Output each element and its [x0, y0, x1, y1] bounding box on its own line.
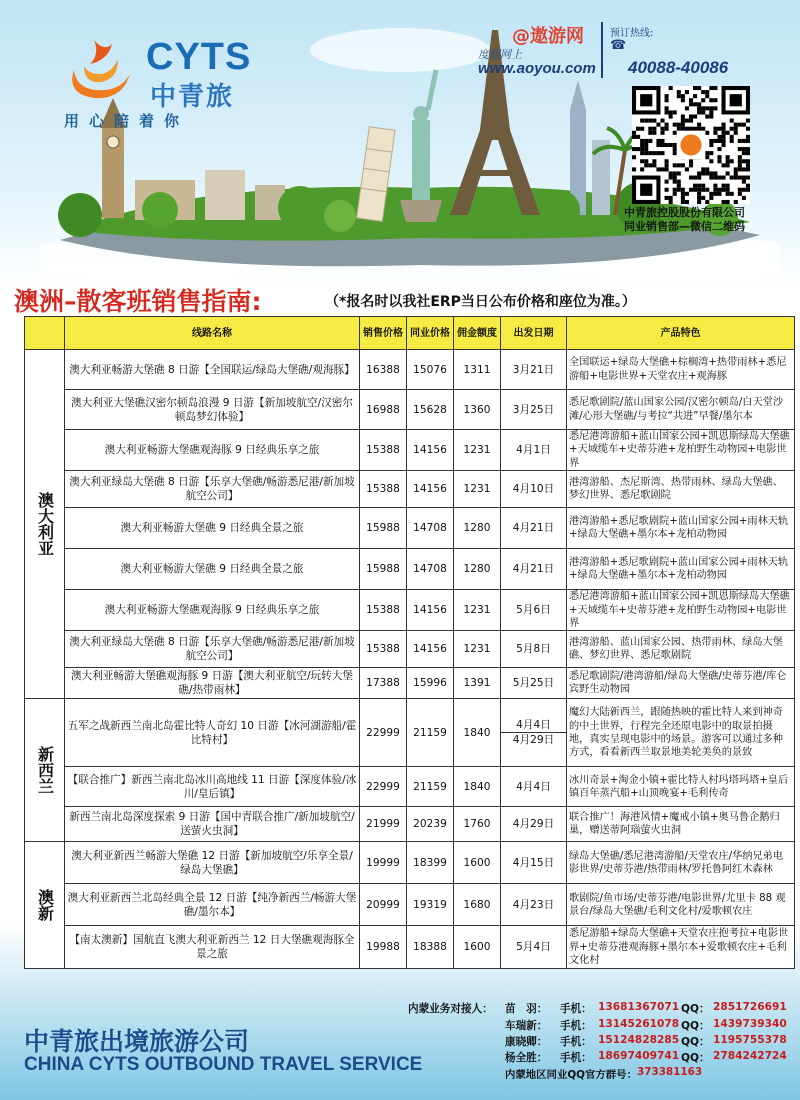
features: 歌剧院/鱼市场/史蒂芬港/电影世界/尤里卡 88 观景台/绿岛大堡礁/毛利文化村/爱歌顿农庄: [567, 884, 795, 926]
table-row: [25, 549, 795, 590]
contact-qq: 2851726691: [713, 1001, 787, 1013]
contact-qq-label: QQ：: [681, 1020, 710, 1032]
retail-price: 16988: [360, 390, 407, 430]
features: 港湾游船、蓝山国家公园、热带雨林、绿岛大堡礁、梦幻世界、悉尼歌剧院: [567, 631, 795, 668]
table-row: [25, 390, 795, 430]
retail-price: 22999: [360, 699, 407, 767]
departure-date: 4月1日: [501, 430, 567, 471]
commission: 1311: [454, 350, 501, 390]
commission: 1840: [454, 699, 501, 767]
peer-price: 18399: [407, 842, 454, 884]
page-title: 澳洲–散客班销售指南:: [14, 287, 262, 316]
contact-phone: 18697409741: [598, 1050, 680, 1062]
route-name: 澳大利亚畅游大堡礁观海豚 9 日经典乐享之旅: [65, 590, 360, 631]
route-name: 澳大利亚畅游大堡礁观海豚 9 日经典乐享之旅: [65, 430, 360, 471]
features: 冰川奇景+淘金小镇+霍比特人村玛塔玛塔+皇后镇百年蒸汽船+山顶晚宴+毛利传奇: [567, 767, 795, 807]
retail-price: 16388: [360, 350, 407, 390]
contacts-label: 内蒙业务对接人：: [408, 1003, 493, 1015]
contact-phone: 15124828285: [598, 1034, 680, 1046]
departure-date-item: 4月29日: [501, 732, 566, 747]
table-row: [25, 430, 795, 471]
contact-phone: 13681367071: [598, 1001, 680, 1013]
retail-price: 15388: [360, 471, 407, 508]
features: 港湾游船+悉尼歌剧院+蓝山国家公园+雨林天轨+绿岛大堡礁+墨尔本+龙柏动物园: [567, 549, 795, 590]
retail-price: 19988: [360, 926, 407, 969]
contact-name: 康晓卿：: [505, 1036, 548, 1048]
route-name: 澳大利亚新西兰畅游大堡礁 12 日游【新加坡航空/乐享全景/绿岛大堡礁】: [65, 842, 360, 884]
commission: 1680: [454, 884, 501, 926]
hotline-label: 预订热线:: [610, 28, 654, 39]
commission: 1600: [454, 926, 501, 969]
retail-price: 19999: [360, 842, 407, 884]
contact-phone-label: 手机：: [560, 1003, 592, 1015]
table-row: [25, 350, 795, 390]
table-row: [25, 699, 795, 767]
table-row: [25, 631, 795, 668]
header-retail: 销售价格: [360, 317, 407, 350]
peer-price: 14708: [407, 508, 454, 549]
hotline-divider: [601, 22, 603, 78]
table-body: [25, 350, 795, 969]
aoyou-url: www.aoyou.com: [478, 60, 596, 77]
commission: 1760: [454, 807, 501, 842]
peer-price: 20239: [407, 807, 454, 842]
route-name: 澳大利亚绿岛大堡礁 8 日游【乐享大堡礁/畅游悉尼港/新加坡航空公司】: [65, 471, 360, 508]
table-row: [25, 807, 795, 842]
commission: 1600: [454, 842, 501, 884]
wechat-qr-code: [632, 86, 750, 204]
table-row: [25, 767, 795, 807]
contact-phone: 13145261078: [598, 1018, 680, 1030]
contact-qq-label: QQ：: [681, 1036, 710, 1048]
table-row: [25, 508, 795, 549]
commission: 1280: [454, 508, 501, 549]
route-name: 澳大利亚畅游大堡礁 8 日游【全国联运/绿岛大堡礁/观海豚】: [65, 350, 360, 390]
aoyou-logo: @遨游网: [512, 26, 584, 47]
departure-date: 5月25日: [501, 668, 567, 699]
header-route: 线路名称: [65, 317, 360, 350]
qq-group-label: 内蒙地区同业QQ官方群号：: [505, 1069, 637, 1081]
phone-icon: ☎: [610, 38, 627, 53]
table-row: [25, 471, 795, 508]
peer-price: 18388: [407, 926, 454, 969]
peer-price: 15628: [407, 390, 454, 430]
table-row: [25, 668, 795, 699]
features: 悉尼歌剧院/港湾游船/绿岛大堡礁/史蒂芬港/库仑宾野生动物园: [567, 668, 795, 699]
header-region: [25, 317, 65, 350]
footer-company-cn: 中青旅出境旅游公司: [24, 1027, 250, 1056]
route-name: 澳大利亚畅游大堡礁观海豚 9 日游【澳大利亚航空/玩转大堡礁/热带雨林】: [65, 668, 360, 699]
features: 悉尼港湾游船+蓝山国家公园+凯恩斯绿岛大堡礁+天域缆车+史蒂芬港+龙柏野生动物园+电影世界: [567, 590, 795, 631]
commission: 1840: [454, 767, 501, 807]
peer-price: 14708: [407, 549, 454, 590]
departure-date: 5月4日: [501, 926, 567, 969]
features: 联合推广！海港风情+魔戒小镇+奥马鲁企鹅归巢，赠送蒂阿瑙萤火虫洞: [567, 807, 795, 842]
contact-qq: 1195755378: [713, 1034, 787, 1046]
region-cell: 澳大利亚: [25, 350, 65, 699]
peer-price: 14156: [407, 471, 454, 508]
contact-name: 苗 羽：: [505, 1003, 548, 1015]
qq-group-number: 373381163: [637, 1066, 703, 1078]
brand-name-cn: 中青旅: [150, 82, 235, 112]
commission: 1231: [454, 590, 501, 631]
header-commission: 佣金额度: [454, 317, 501, 350]
retail-price: 20999: [360, 884, 407, 926]
contact-phone-label: 手机：: [560, 1036, 592, 1048]
route-name: 澳大利亚畅游大堡礁 9 日经典全景之旅: [65, 508, 360, 549]
brand-slogan: 用心陪着你: [64, 112, 190, 130]
contact-qq-label: QQ：: [681, 1003, 710, 1015]
contact-name: 车瑞新：: [505, 1020, 548, 1032]
peer-price: 19319: [407, 884, 454, 926]
price-table: [24, 316, 795, 969]
departure-date: 5月6日: [501, 590, 567, 631]
departure-date: 3月21日: [501, 350, 567, 390]
qr-caption-dept: 同业销售部—微信二维码: [624, 220, 745, 233]
route-name: 澳大利亚畅游大堡礁 9 日经典全景之旅: [65, 549, 360, 590]
header-peer: 同业价格: [407, 317, 454, 350]
date-list: [501, 718, 566, 747]
contact-qq: 1439739340: [713, 1018, 787, 1030]
features: 悉尼游船+绿岛大堡礁+天堂农庄抱考拉+电影世界+史蒂芬港观海豚+墨尔本+爱歌顿农庄+毛利文化村: [567, 926, 795, 969]
qr-caption-company: 中青旅控股股份有限公司: [624, 206, 745, 219]
route-name: 新西兰南北岛深度探索 9 日游【国中青联合推广/新加坡航空/送萤火虫洞】: [65, 807, 360, 842]
table-row: [25, 926, 795, 969]
contact-qq-label: QQ：: [681, 1052, 710, 1064]
departure-date: 5月8日: [501, 631, 567, 668]
table-header-row: [25, 317, 795, 350]
retail-price: 15988: [360, 549, 407, 590]
retail-price: 15388: [360, 631, 407, 668]
contact-qq: 2784242724: [713, 1050, 787, 1062]
retail-price: 22999: [360, 767, 407, 807]
features: 绿岛大堡礁/悉尼港湾游船/天堂农庄/华纳兄弟电影世界/史蒂芬港/热带雨林/罗托鲁阿红木森林: [567, 842, 795, 884]
peer-price: 14156: [407, 430, 454, 471]
peer-price: 21159: [407, 767, 454, 807]
departure-date: 4月15日: [501, 842, 567, 884]
region-cell: 澳新: [25, 842, 65, 969]
peer-price: 14156: [407, 590, 454, 631]
retail-price: 15988: [360, 508, 407, 549]
brand-name-en: CYTS: [146, 36, 252, 78]
header-features: 产品特色: [567, 317, 795, 350]
departure-date: [501, 699, 567, 767]
table-row: [25, 884, 795, 926]
departure-date: 4月23日: [501, 884, 567, 926]
features: 魔幻大陆新西兰，跟随热映的霍比特人来到神奇的中土世界，行程完全还原电影中的取景拍摄地，真实呈现电影中的场景。游客可以通过多种方式，看看新西兰取景地美轮美奂的景致: [567, 699, 795, 767]
contact-phone-label: 手机：: [560, 1020, 592, 1032]
retail-price: 21999: [360, 807, 407, 842]
aoyou-tagline: 度假网上: [478, 48, 522, 61]
hotline-number: 40088-40086: [628, 58, 729, 77]
contact-name: 杨全胜：: [505, 1052, 548, 1064]
route-name: 澳大利亚绿岛大堡礁 8 日游【乐享大堡礁/畅游悉尼港/新加坡航空公司】: [65, 631, 360, 668]
commission: 1231: [454, 430, 501, 471]
peer-price: 15996: [407, 668, 454, 699]
features: 悉尼港湾游船+蓝山国家公园+凯恩斯绿岛大堡礁+天域缆车+史蒂芬港+龙柏野生动物园+电影世界: [567, 430, 795, 471]
departure-date: 4月29日: [501, 807, 567, 842]
route-name: 五军之战新西兰南北岛霍比特人奇幻 10 日游【冰河湖游船/霍比特村】: [65, 699, 360, 767]
header-date: 出发日期: [501, 317, 567, 350]
commission: 1360: [454, 390, 501, 430]
cyts-logo-icon: [60, 30, 136, 106]
region-cell: 新西兰: [25, 699, 65, 842]
table-row: [25, 590, 795, 631]
commission: 1231: [454, 631, 501, 668]
contact-phone-label: 手机：: [560, 1052, 592, 1064]
retail-price: 15388: [360, 430, 407, 471]
route-name: 【南太澳新】国航直飞澳大利亚新西兰 12 日大堡礁观海豚全景之旅: [65, 926, 360, 969]
route-name: 澳大利亚大堡礁汉密尔顿岛浪漫 9 日游【新加坡航空/汉密尔顿岛梦幻体验】: [65, 390, 360, 430]
retail-price: 17388: [360, 668, 407, 699]
peer-price: 15076: [407, 350, 454, 390]
peer-price: 14156: [407, 631, 454, 668]
features: 悉尼歌剧院/蓝山国家公园/汉密尔顿岛/白天堂沙滩/心形大堡礁/与考拉“共进”早餐/墨尔本: [567, 390, 795, 430]
footer-company-en: CHINA CYTS OUTBOUND TRAVEL SERVICE: [24, 1054, 423, 1075]
commission: 1280: [454, 549, 501, 590]
departure-date: 4月4日: [501, 767, 567, 807]
departure-date: 3月25日: [501, 390, 567, 430]
departure-date: 4月10日: [501, 471, 567, 508]
features: 港湾游船、杰尼斯湾、热带雨林、绿岛大堡礁、梦幻世界、悉尼歌剧院: [567, 471, 795, 508]
table-row: [25, 842, 795, 884]
commission: 1231: [454, 471, 501, 508]
title-note: （*报名时以我社ERP当日公布价格和座位为准。）: [325, 294, 636, 310]
departure-date: 4月21日: [501, 508, 567, 549]
retail-price: 15388: [360, 590, 407, 631]
features: 全国联运+绿岛大堡礁+棕榈湾+热带雨林+悉尼游船+电影世界+天堂农庄+观海豚: [567, 350, 795, 390]
route-name: 澳大利亚新西兰北岛经典全景 12 日游【纯净新西兰/畅游大堡礁/墨尔本】: [65, 884, 360, 926]
commission: 1391: [454, 668, 501, 699]
departure-date-item: 4月4日: [516, 719, 551, 732]
peer-price: 21159: [407, 699, 454, 767]
features: 港湾游船+悉尼歌剧院+蓝山国家公园+雨林天轨+绿岛大堡礁+墨尔本+龙柏动物园: [567, 508, 795, 549]
departure-date: 4月21日: [501, 549, 567, 590]
route-name: 【联合推广】新西兰南北岛冰川高地线 11 日游【深度体验/冰川/皇后镇】: [65, 767, 360, 807]
